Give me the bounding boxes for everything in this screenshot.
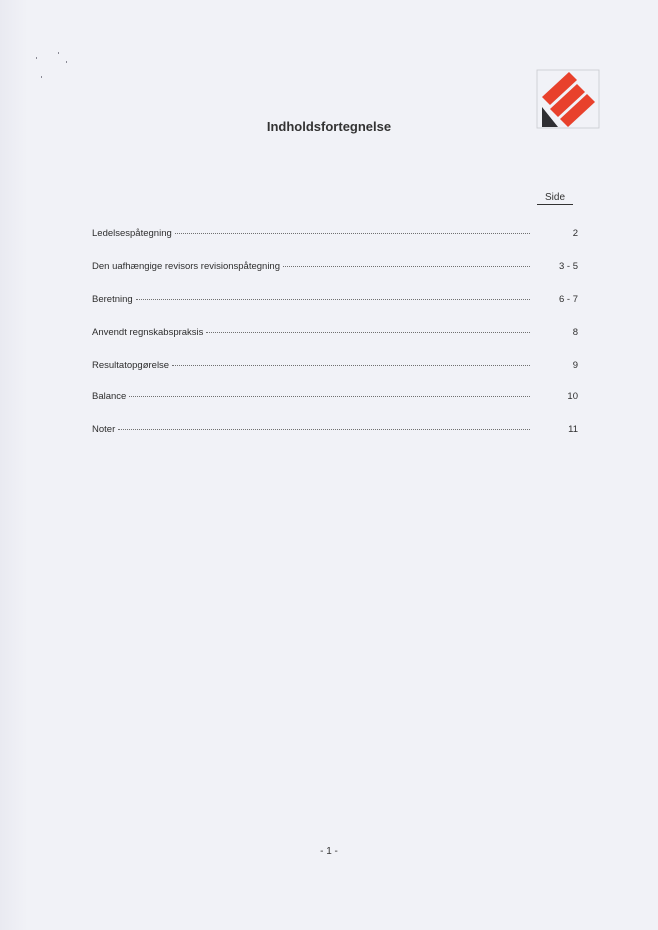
- page-number: - 1 -: [320, 846, 338, 857]
- toc-entry: [92, 360, 578, 374]
- dot-leader: [206, 331, 530, 333]
- dot-leader: [118, 428, 530, 430]
- toc-entry-page: 6 - 7: [558, 294, 578, 305]
- toc-entry-page: 10: [567, 391, 578, 402]
- dot-leader: [283, 265, 530, 267]
- page-column-header: Side: [537, 192, 573, 205]
- toc-entry-label: Ledelsespåtegning: [92, 228, 172, 239]
- toc-entry: [92, 391, 578, 405]
- toc-entry: [92, 424, 578, 438]
- scan-speck: [66, 61, 67, 63]
- dot-leader: [175, 232, 530, 234]
- toc-entry-label: Den uafhængige revisors revisionspåtegning: [92, 261, 281, 272]
- scan-shadow: [0, 0, 28, 930]
- dot-leader: [129, 395, 530, 397]
- toc-entry-label: Resultatopgørelse: [92, 360, 170, 371]
- toc-entry-page: 11: [568, 424, 578, 435]
- toc-entry-page: 9: [572, 360, 578, 371]
- toc-entry-label: Balance: [92, 391, 127, 402]
- toc-entry-label: Anvendt regnskabspraksis: [92, 327, 204, 338]
- toc-entry-label: Beretning: [92, 294, 133, 305]
- toc-entry-page: 3 - 5: [558, 261, 578, 272]
- toc-entry-page: 2: [572, 228, 578, 239]
- toc-entry: [92, 294, 578, 308]
- scan-speck: [58, 52, 59, 54]
- toc-entry: [92, 228, 578, 242]
- dot-leader: [172, 364, 530, 366]
- page-title: Indholdsfortegnelse: [266, 119, 392, 134]
- toc-entry: [92, 261, 578, 275]
- toc-entry-page: 8: [572, 327, 578, 338]
- toc-entry-label: Noter: [92, 424, 116, 435]
- toc-entry: [92, 327, 578, 341]
- scan-speck: [36, 57, 37, 59]
- dot-leader: [136, 298, 530, 300]
- scan-speck: [41, 76, 42, 78]
